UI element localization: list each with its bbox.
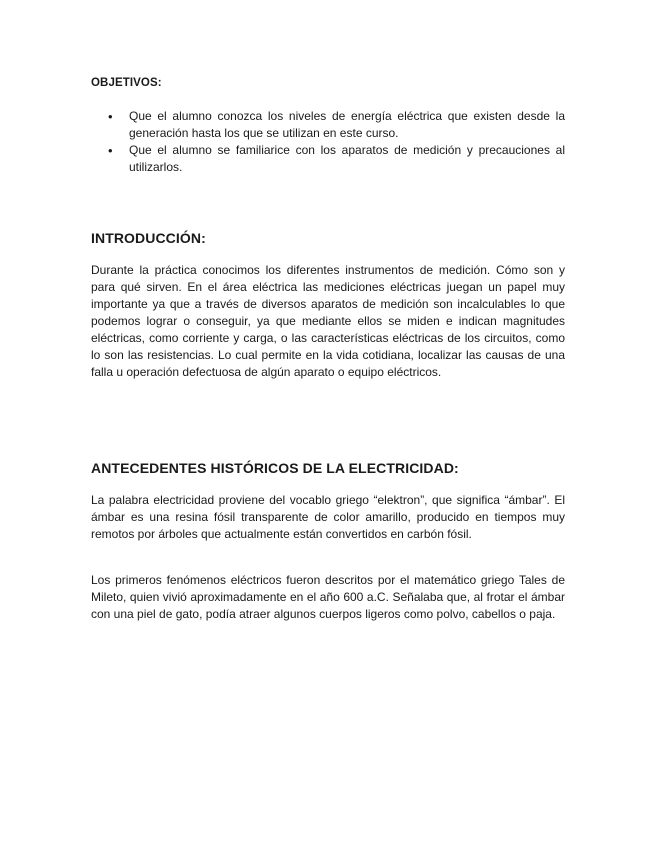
- objetivos-heading: OBJETIVOS:: [91, 77, 162, 89]
- bullet-icon: •: [108, 109, 113, 124]
- list-item: [91, 142, 565, 176]
- introduccion-heading: INTRODUCCIÓN:: [91, 230, 206, 246]
- antecedentes-paragraph-1: La palabra electricidad proviene del vocablo griego “elektron”, que significa “ámbar”. El ámbar es una resina fósil transparente de color amarillo, producido en tiempos muy remotos por árboles que actualmente están convertidos en carbón fósil.: [91, 493, 565, 541]
- objetivo-text: Que el alumno conozca los niveles de energía eléctrica que existen desde la generación hasta los que se utilizan en este curso.: [129, 109, 565, 140]
- antecedentes-paragraph-2: Los primeros fenómenos eléctricos fueron descritos por el matemático griego Tales de Mileto, quien vivió aproximadamente en el año 600 a.C. Señalaba que, al frotar el ámbar con una piel de gato, podía atraer algunos cuerpos ligeros como polvo, cabellos o paja.: [91, 573, 565, 621]
- introduccion-paragraph: Durante la práctica conocimos los diferentes instrumentos de medición. Cómo son y para qué sirven. En el área eléctrica las mediciones eléctricas juegan un papel muy importante ya que a través de diversos aparatos de medición son incalculables lo que podemos lograr o conseguir, ya que mediante ellos se miden e indican magnitudes eléctricas, como corriente y carga, o las características eléctricas de los circuitos, como lo son las resistencias. Lo cual permite en la vida cotidiana, localizar las causas de una falla u operación defectuosa de algún aparato o equipo eléctricos.: [91, 263, 565, 379]
- bullet-icon: •: [108, 143, 113, 158]
- list-item: [91, 108, 565, 142]
- objetivo-text: Que el alumno se familiarice con los aparatos de medición y precauciones al utilizarlos.: [129, 143, 565, 174]
- objetivos-list: [91, 108, 565, 176]
- antecedentes-heading: ANTECEDENTES HISTÓRICOS DE LA ELECTRICIDAD:: [91, 460, 459, 476]
